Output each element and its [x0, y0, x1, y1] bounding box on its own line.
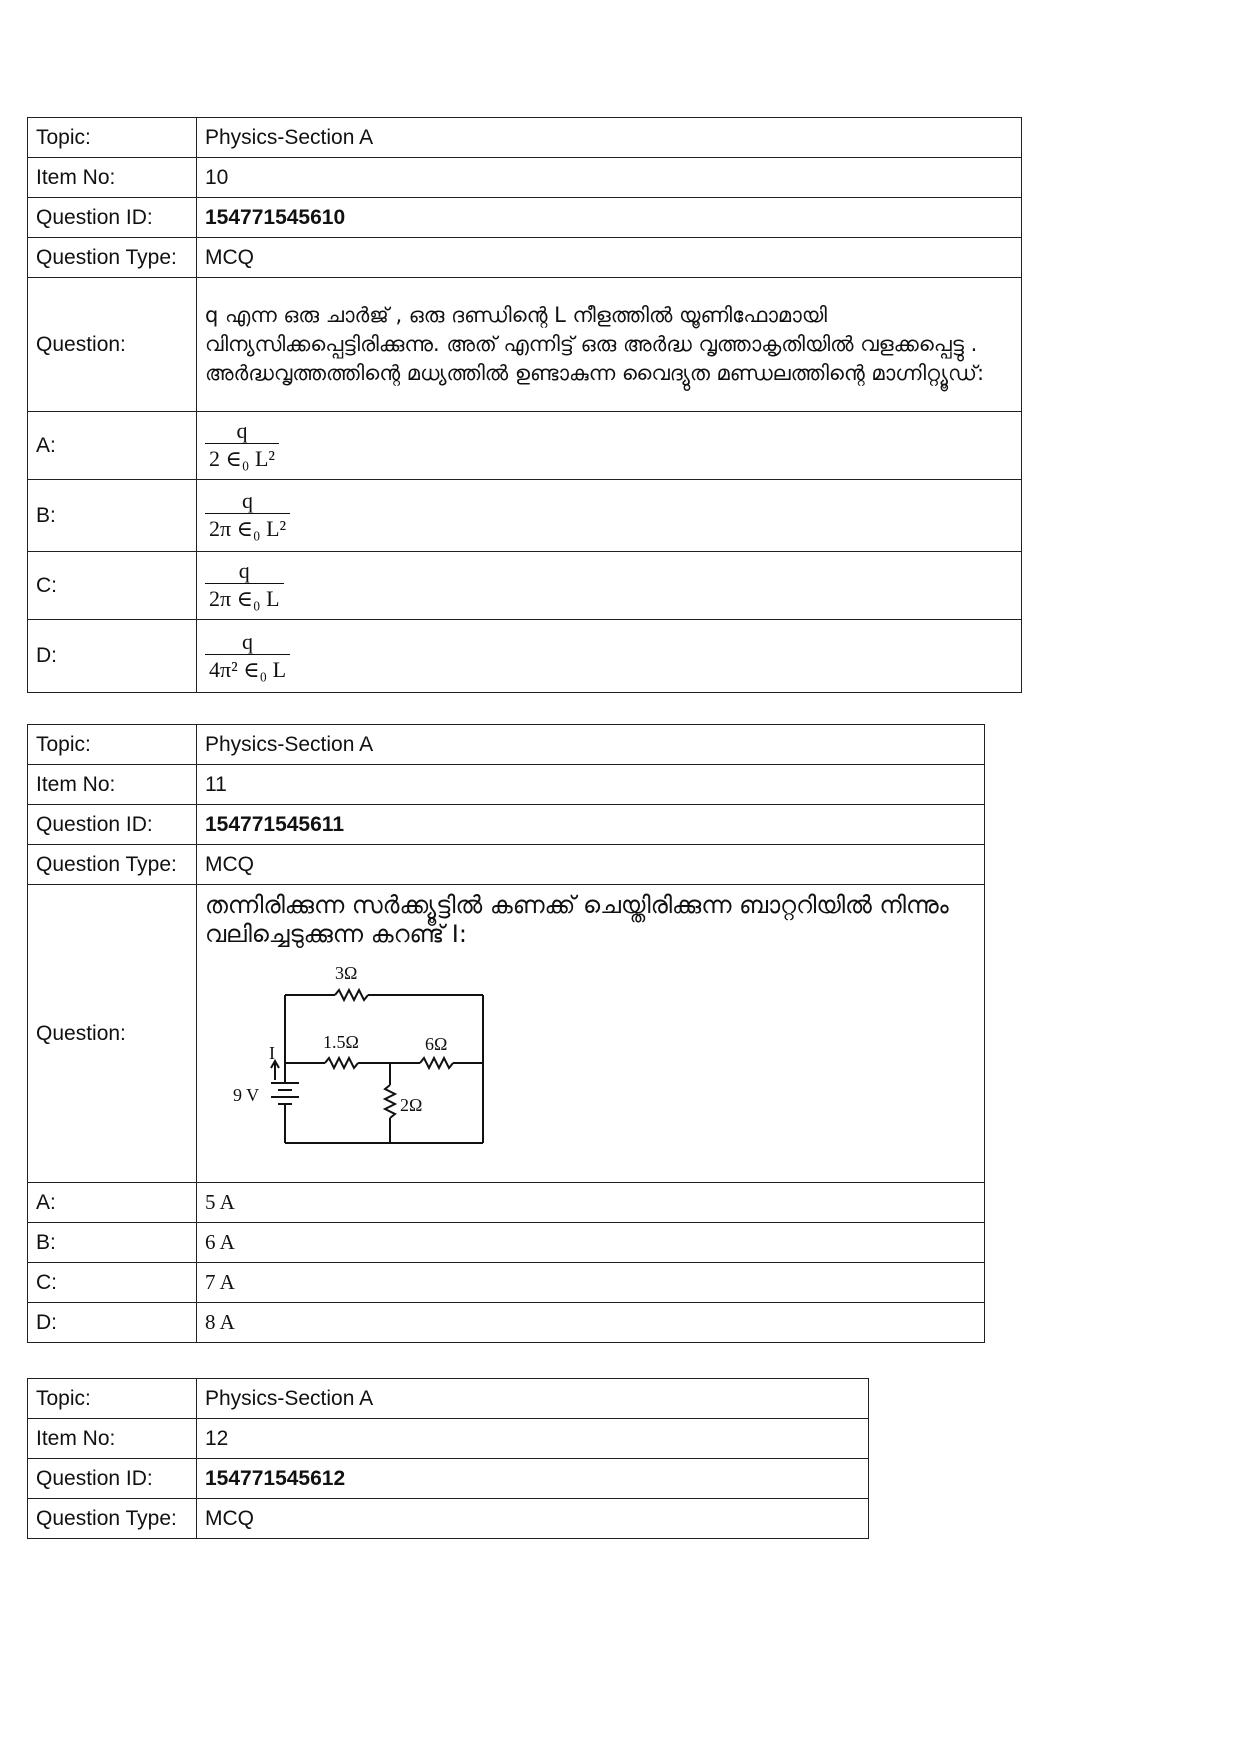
option-a-label: A: — [28, 1183, 197, 1223]
option-d: 8 A — [197, 1303, 985, 1343]
option-a: 5 A — [197, 1183, 985, 1223]
denominator: 2π ∈₀ L² — [205, 513, 290, 542]
question-text: തന്നിരിക്കുന്ന സർക്ക്യൂട്ടിൽ കണക്ക് ചെയ്തിരിക്കുന്ന ബാറ്ററിയിൽ നിന്നും വലിച്ചെടുക്കുന്ന കറണ്ട് I: — [205, 891, 949, 948]
question-type-label: Question Type: — [28, 1499, 197, 1539]
topic-label: Topic: — [28, 118, 197, 158]
question-type-label: Question Type: — [28, 845, 197, 885]
item-no-value: 11 — [197, 765, 985, 805]
question-table-11 — [27, 724, 985, 1343]
option-c-label: C: — [28, 552, 197, 620]
option-d-label: D: — [28, 620, 197, 693]
question-type-value: MCQ — [197, 1499, 869, 1539]
question-id-label: Question ID: — [28, 198, 197, 238]
question-type-value: MCQ — [197, 238, 1022, 278]
item-no-label: Item No: — [28, 158, 197, 198]
question-id-label: Question ID: — [28, 805, 197, 845]
option-d — [197, 620, 1022, 693]
resistor-2-ohm-label: 2Ω — [400, 1095, 423, 1115]
option-b-label: B: — [28, 1223, 197, 1263]
numerator: q — [238, 558, 250, 583]
option-b-label: B: — [28, 480, 197, 552]
question-id-label: Question ID: — [28, 1459, 197, 1499]
circuit-diagram — [225, 955, 495, 1165]
numerator: q — [242, 488, 254, 513]
fraction — [205, 630, 290, 683]
question-label: Question: — [28, 278, 197, 412]
option-c: 7 A — [197, 1263, 985, 1303]
resistor-6-ohm-label: 6Ω — [425, 1034, 448, 1054]
fraction — [205, 559, 284, 612]
battery-label: 9 V — [233, 1085, 260, 1105]
option-a-label: A: — [28, 412, 197, 480]
option-c — [197, 552, 1022, 620]
option-b — [197, 480, 1022, 552]
option-d-label: D: — [28, 1303, 197, 1343]
topic-value: Physics-Section A — [197, 725, 985, 765]
denominator: 2π ∈₀ L — [205, 583, 284, 612]
question-label: Question: — [28, 885, 197, 1183]
fraction — [205, 419, 279, 472]
question-id-value: 154771545610 — [197, 198, 1022, 238]
resistor-3-ohm-label: 3Ω — [335, 963, 358, 983]
topic-label: Topic: — [28, 725, 197, 765]
option-a — [197, 412, 1022, 480]
question-type-value: MCQ — [197, 845, 985, 885]
question-table-12 — [27, 1378, 869, 1539]
resistor-1-5-ohm-label: 1.5Ω — [323, 1032, 359, 1052]
question-table-10 — [27, 117, 1022, 693]
question-type-label: Question Type: — [28, 238, 197, 278]
question-cell — [197, 885, 985, 1183]
question-id-value: 154771545611 — [197, 805, 985, 845]
item-no-label: Item No: — [28, 1419, 197, 1459]
item-no-value: 12 — [197, 1419, 869, 1459]
topic-value: Physics-Section A — [197, 1379, 869, 1419]
item-no-label: Item No: — [28, 765, 197, 805]
option-b: 6 A — [197, 1223, 985, 1263]
numerator: q — [236, 418, 248, 443]
option-c-label: C: — [28, 1263, 197, 1303]
fraction — [205, 489, 290, 542]
item-no-value: 10 — [197, 158, 1022, 198]
current-label: I — [269, 1043, 275, 1063]
topic-value: Physics-Section A — [197, 118, 1022, 158]
denominator: 2 ∈₀ L² — [205, 443, 279, 472]
question-text: q എന്ന ഒരു ചാർജ് , ഒരു ദണ്ഡിന്റെ L നീളത്തിൽ യൂണിഫോമായി വിന്യസിക്കപ്പെട്ടിരിക്കുന്നു. അത് എന്നിട്ട് ഒരു അർദ്ധ വൃത്താകൃതിയിൽ വളക്കപ്പെട്ടു . അർദ്ധവൃത്തത്തിന്റെ മധ്യത്തിൽ ഉണ്ടാകുന്ന വൈദ്യുത മണ്ഡലത്തിന്റെ മാഗ്നിറ്റ്യൂഡ്: — [197, 278, 1022, 412]
numerator: q — [242, 628, 254, 654]
denominator: 4π² ∈₀ L — [205, 654, 290, 683]
topic-label: Topic: — [28, 1379, 197, 1419]
question-id-value: 154771545612 — [197, 1459, 869, 1499]
